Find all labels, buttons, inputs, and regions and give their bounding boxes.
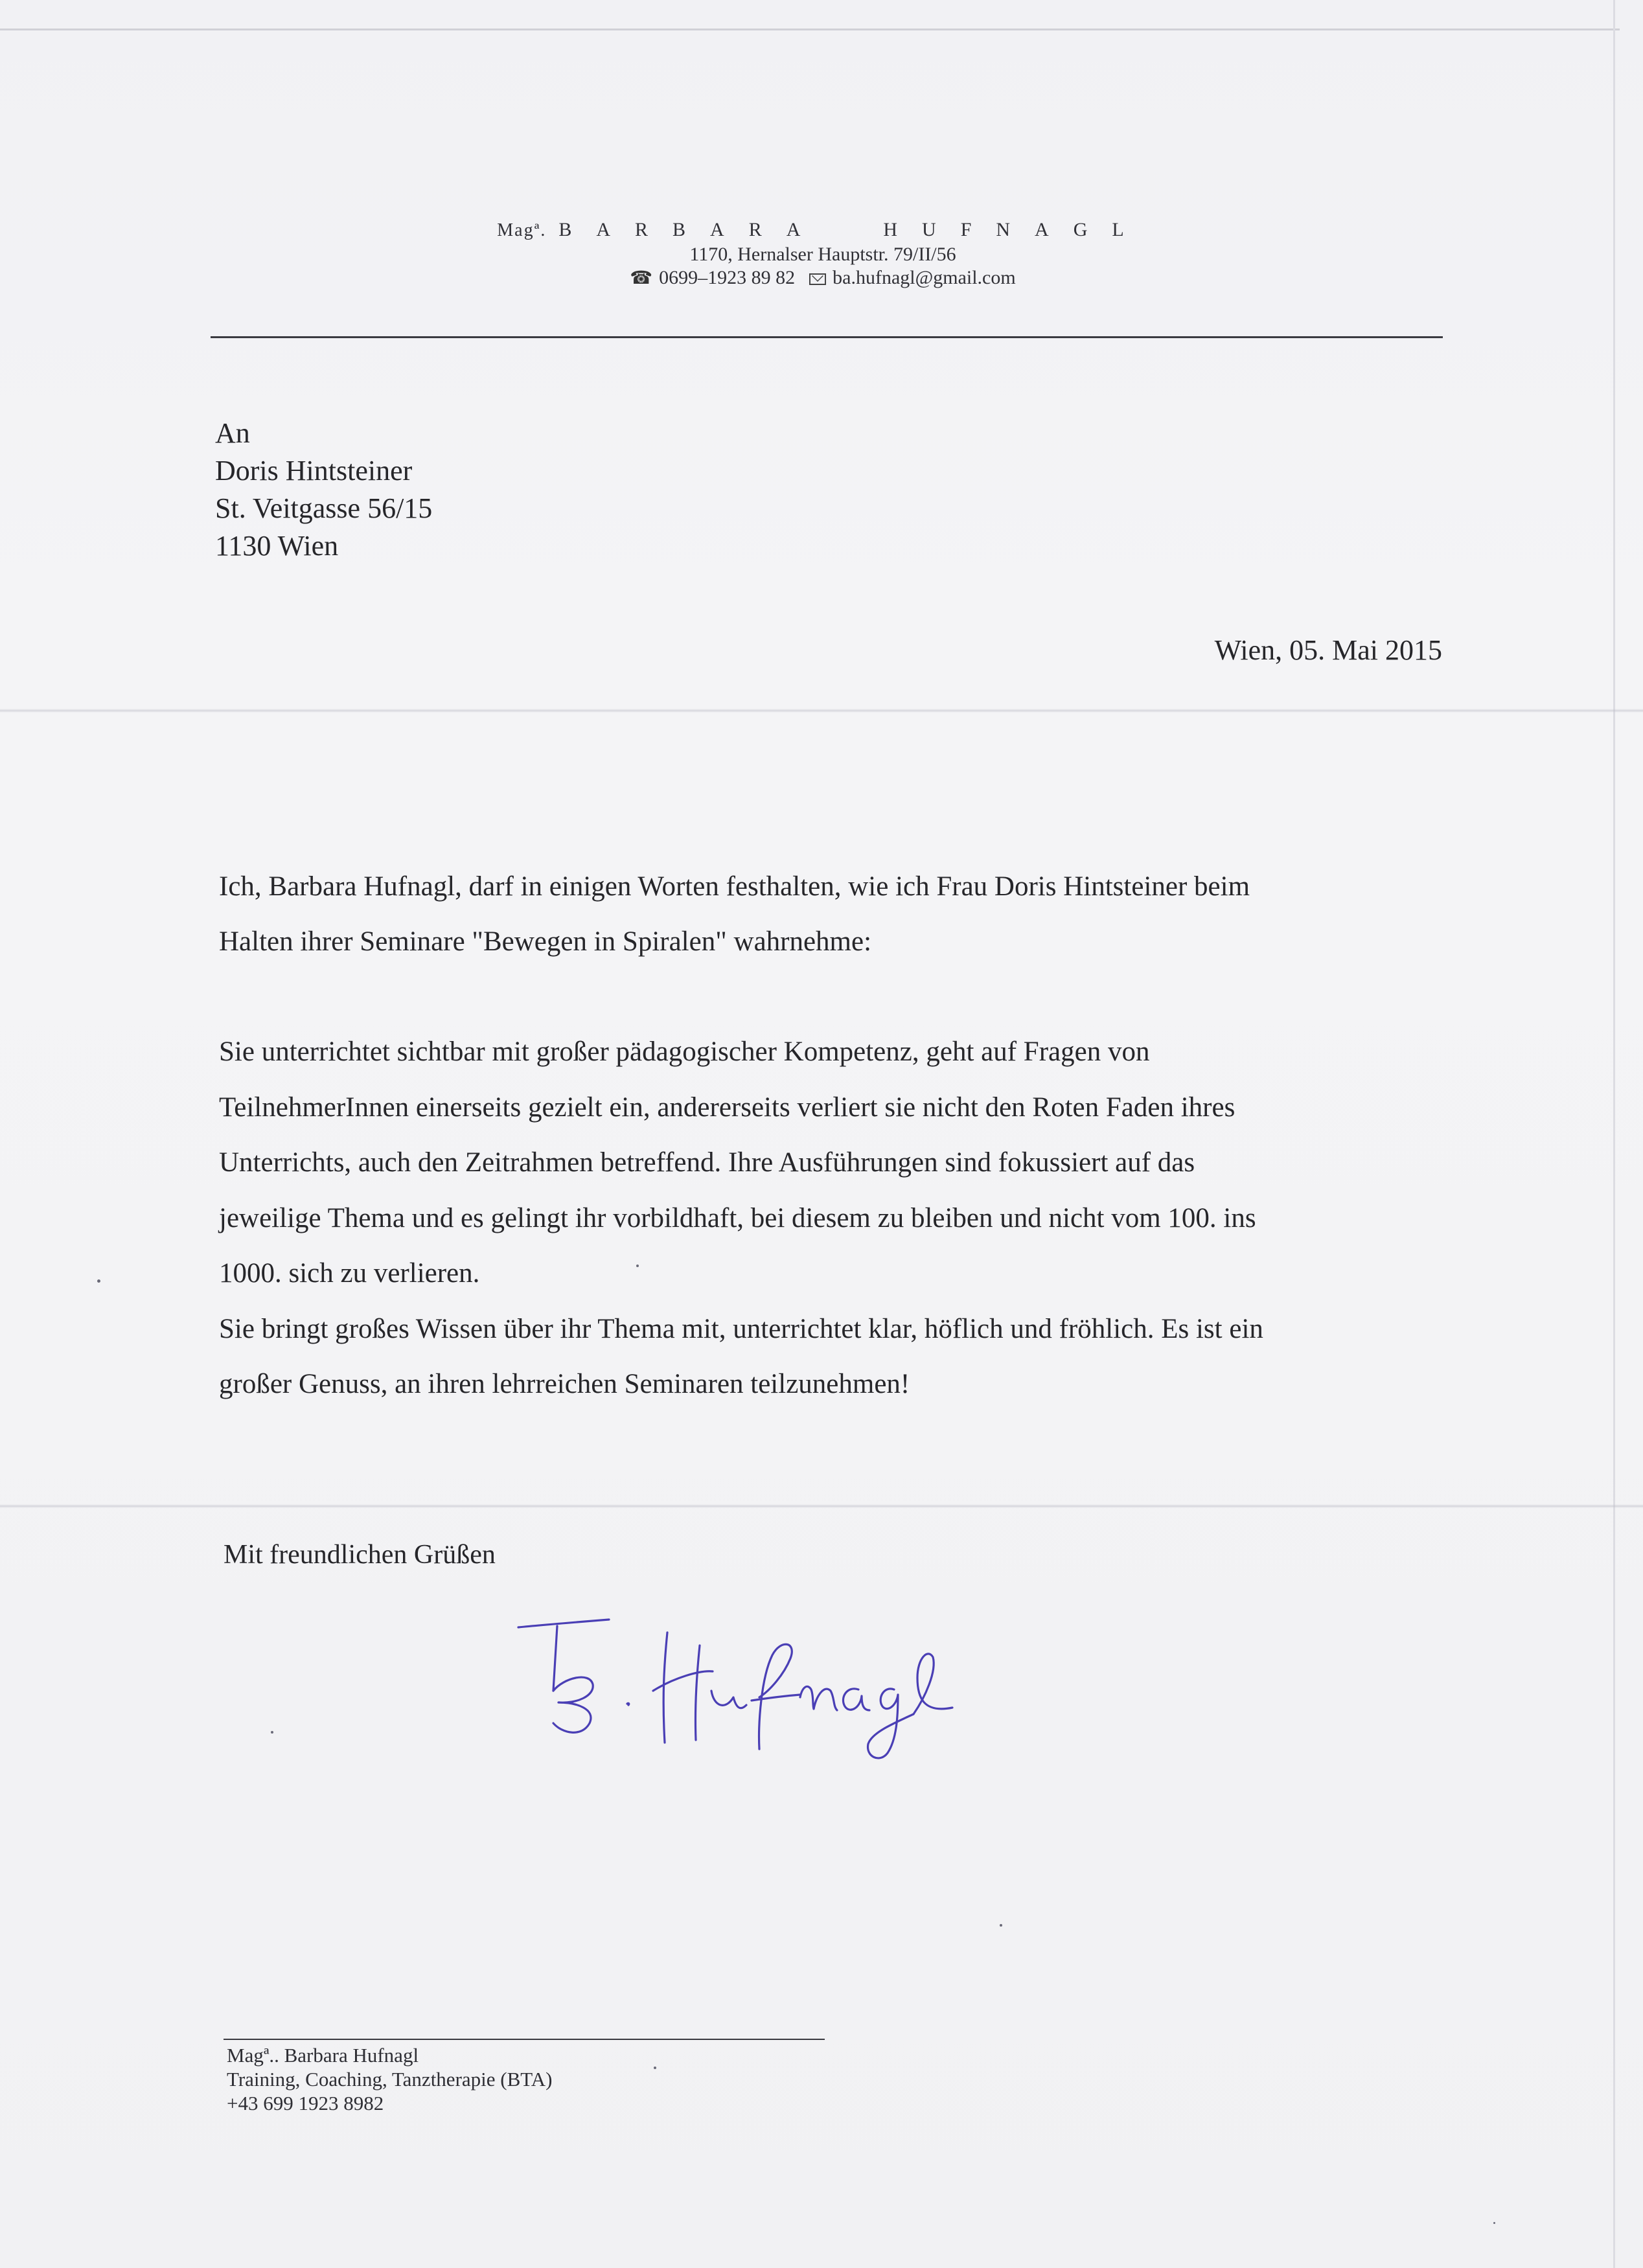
scan-speck: [636, 1265, 639, 1267]
envelope-icon: [809, 273, 826, 285]
body-line: jeweilige Thema und es gelingt ihr vorbildhaft, bei diesem zu bleiben und nicht vom 100. ins: [219, 1202, 1256, 1233]
first-name: BARBARA: [558, 219, 825, 240]
recipient-street: St. Veitgasse 56/15: [215, 492, 433, 524]
body-line: TeilnehmerInnen einerseits gezielt ein, andererseits verliert sie nicht den Roten Faden ihres: [219, 1092, 1235, 1123]
footer-block: [227, 2043, 552, 2115]
scan-speck: [1493, 2222, 1495, 2224]
recipient-name: Doris Hintsteiner: [215, 455, 413, 487]
letterhead-contact: [207, 267, 1438, 289]
letterhead-email: ba.hufnagl@gmail.com: [833, 267, 1016, 288]
recipient-address: [215, 415, 432, 565]
body-line: Unterrichts, auch den Zeitrahmen betreffend. Ihre Ausführungen sind fokussiert auf das: [219, 1147, 1195, 1178]
academic-title: Magª.: [497, 220, 547, 240]
letter-date: Wien, 05. Mai 2015: [1214, 634, 1442, 666]
footer-phone: +43 699 1923 8982: [227, 2092, 384, 2114]
last-name: HUFNAGL: [883, 219, 1149, 240]
letterhead-divider: [211, 336, 1443, 338]
body-paragraph: [219, 859, 1450, 969]
scan-speck: [271, 1731, 273, 1734]
body-line: Sie bringt großes Wissen über ihr Thema mit, unterrichtet klar, höflich und fröhlich. Es ist ein: [219, 1313, 1263, 1344]
body-line: Halten ihrer Seminare "Bewegen in Spiralen" wahrnehme:: [219, 926, 872, 957]
recipient-salutation: An: [215, 417, 250, 449]
paper-top-edge: [0, 29, 1620, 30]
letter-body: [219, 859, 1450, 1412]
paper-right-edge: [1613, 0, 1615, 2268]
fold-line: [0, 709, 1643, 713]
scan-speck: [97, 1279, 100, 1283]
fold-line: [0, 1504, 1643, 1508]
body-paragraph: [219, 1024, 1450, 1301]
handwritten-signature: [505, 1594, 959, 1762]
body-line: Sie unterrichtet sichtbar mit großer pädagogischer Kompetenz, geht auf Fragen von: [219, 1037, 1150, 1067]
body-line: Ich, Barbara Hufnagl, darf in einigen Worten festhalten, wie ich Frau Doris Hintsteiner beim: [219, 871, 1250, 902]
letterhead-phone: 0699–1923 89 82: [659, 267, 796, 288]
letterhead-address: 1170, Hernalser Hauptstr. 79/II/56: [689, 244, 956, 265]
scan-speck: [654, 2067, 656, 2069]
closing-phrase: Mit freundlichen Grüßen: [224, 1540, 496, 1570]
footer-name: Magª.. Barbara Hufnagl: [227, 2044, 419, 2067]
telephone-icon: ☎: [630, 268, 653, 288]
recipient-city: 1130 Wien: [215, 530, 339, 562]
footer-divider: [224, 2039, 825, 2040]
scan-speck: [1000, 1924, 1002, 1927]
body-line: 1000. sich zu verlieren.: [219, 1258, 480, 1289]
body-paragraph: [219, 1301, 1450, 1412]
letterhead: [207, 219, 1438, 289]
footer-services: Training, Coaching, Tanztherapie (BTA): [227, 2068, 553, 2090]
letterhead-name: [207, 219, 1438, 241]
body-line: großer Genuss, an ihren lehrreichen Seminaren teilzunehmen!: [219, 1369, 910, 1399]
